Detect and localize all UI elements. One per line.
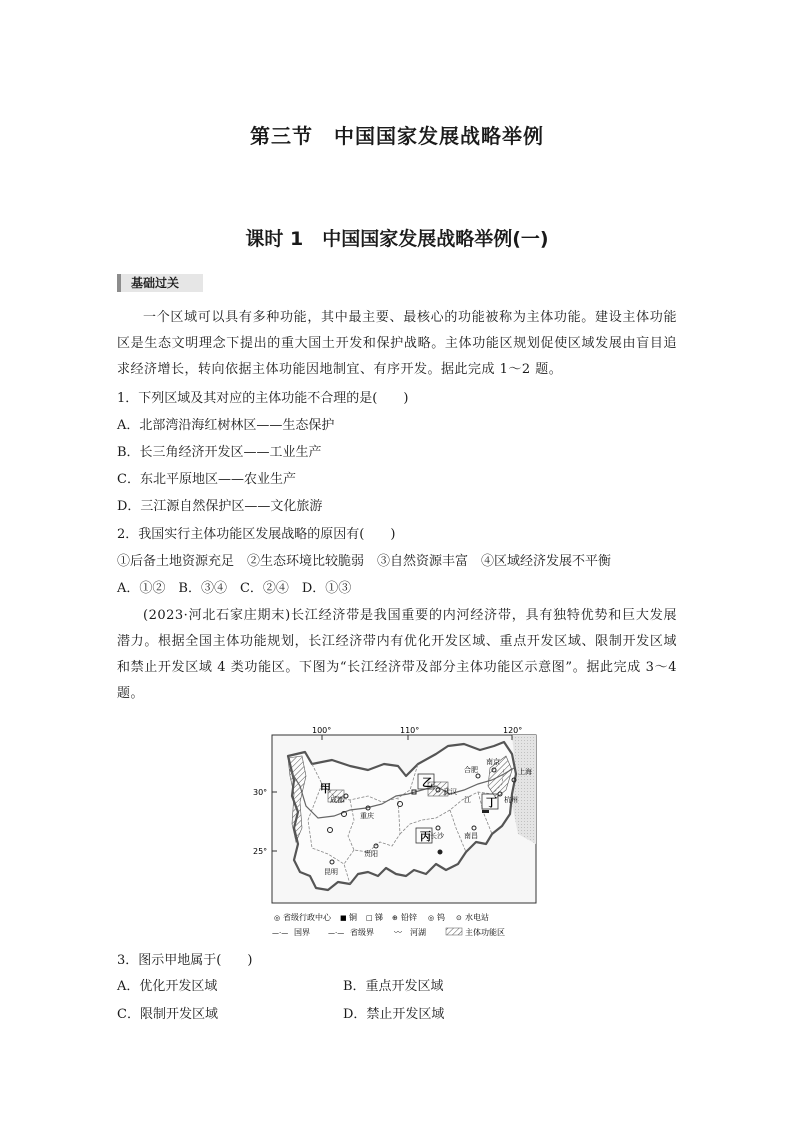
city-label-hefei: 合肥	[464, 766, 478, 774]
q1-stem: 1．下列区域及其对应的主体功能不合理的是( )	[117, 391, 409, 406]
legend-antimony: 锑	[375, 913, 383, 922]
city-label-chengdu: 成都	[330, 796, 344, 804]
q1-option-c: C．东北平原地区——农业生产	[117, 472, 296, 487]
q2-items: ①后备土地资源充足 ②生态环境比较脆弱 ③自然资源丰富 ④区域经济发展不平衡	[117, 554, 612, 569]
lon-label-100: 100°	[312, 726, 332, 735]
passage-yangtze: (2023·河北石家庄期末)长江经济带是我国重要的内河经济带，具有独特优势和巨大发展潜力。根据全国主体功能规划，长江经济带内有优化开发区域、重点开发区域、限制开发区域和禁止开发区域 4 类功能区。下图为“长江经济带及部分主体功能区示意图”。据此完成 3～4 题。	[117, 608, 677, 701]
yangtze-map-figure	[250, 724, 550, 944]
q1-option-a: A．北部湾沿海红树林区——生态保护	[117, 418, 335, 433]
legend-river-lake-icon: 〰	[394, 928, 402, 937]
legend-river-lake: 河湖	[410, 928, 426, 937]
legend-national-border-icon: —·—	[272, 929, 289, 937]
q1-option-b: B．长三角经济开发区——工业生产	[117, 445, 322, 460]
legend-hydropower: 水电站	[465, 913, 489, 922]
city-label-nanchang: 南昌	[464, 832, 478, 840]
river-label-jiang: 江	[464, 796, 471, 804]
q3-option-d: D．禁止开发区域	[343, 1007, 445, 1022]
q3-option-b: B．重点开发区域	[343, 979, 444, 994]
lon-label-110: 110°	[400, 726, 420, 735]
legend-functional-zone-swatch	[446, 928, 462, 935]
legend-functional-zone: 主体功能区	[465, 928, 505, 937]
lon-label-120: 120°	[503, 726, 523, 735]
legend-antimony-icon: □	[366, 914, 373, 922]
legend-copper: 铜	[349, 913, 357, 922]
legend-provincial-border: 省级界	[350, 928, 374, 937]
legend-national-border: 国界	[294, 928, 310, 937]
region-label-jia: 甲	[320, 782, 331, 795]
city-label-guiyang: 贵阳	[364, 850, 378, 858]
city-label-nanjing: 南京	[486, 758, 500, 766]
q3-stem: 3．图示甲地属于( )	[117, 953, 253, 968]
legend-provincial-border-icon: —·—	[328, 929, 345, 937]
lat-label-30: 30°	[253, 788, 268, 797]
legend-leadzinc: 铅锌	[401, 913, 417, 922]
q3-option-a: A．优化开发区域	[117, 979, 218, 994]
region-label-yi: 乙	[422, 776, 433, 789]
region-label-ding: 丁	[486, 796, 497, 809]
city-label-chongqing: 重庆	[360, 812, 374, 820]
lat-label-25: 25°	[253, 847, 268, 856]
lead-zinc-symbol	[438, 850, 443, 855]
section-title: 第三节 中国国家发展战略举例	[250, 124, 544, 148]
legend-tungsten: 钨	[437, 913, 445, 922]
city-label-kunming: 昆明	[324, 868, 338, 876]
region-label-bing: 丙	[420, 830, 431, 843]
legend-hydropower-icon: ⊙	[456, 914, 462, 922]
legend-tungsten-icon: ◎	[428, 914, 435, 922]
city-label-wuhan: 武汉	[443, 788, 457, 796]
passage-intro: 一个区域可以具有多种功能，其中最主要、最核心的功能被称为主体功能。建设主体功能区是生态文明理念下提出的重大国土开发和保护战略。主体功能区规划促使区域发展由盲目追求经济增长，转向依据主体功能因地制宜、有序开发。据此完成 1～2 题。	[117, 310, 677, 377]
q1-option-d: D．三江源自然保护区——文化旅游	[117, 499, 323, 514]
legend-capital: 省级行政中心	[283, 913, 331, 922]
section-tag: 基础过关	[117, 274, 203, 292]
q2-options: A．①② B．③④ C．②④ D．①③	[117, 581, 352, 596]
legend-leadzinc-icon: ⊕	[392, 914, 398, 922]
city-label-hangzhou: 杭州	[504, 796, 518, 804]
lesson-title: 课时 1 中国国家发展战略举例(一)	[245, 228, 549, 250]
legend-capital-icon: ◎	[274, 914, 281, 922]
city-label-changsha: 长沙	[430, 832, 444, 840]
q3-option-c: C．限制开发区域	[117, 1007, 218, 1022]
legend-copper-icon: ■	[340, 914, 347, 922]
city-label-shanghai: 上海	[518, 768, 532, 776]
copper-symbol	[482, 810, 489, 813]
q2-stem: 2．我国实行主体功能区发展战略的原因有( )	[117, 527, 396, 542]
